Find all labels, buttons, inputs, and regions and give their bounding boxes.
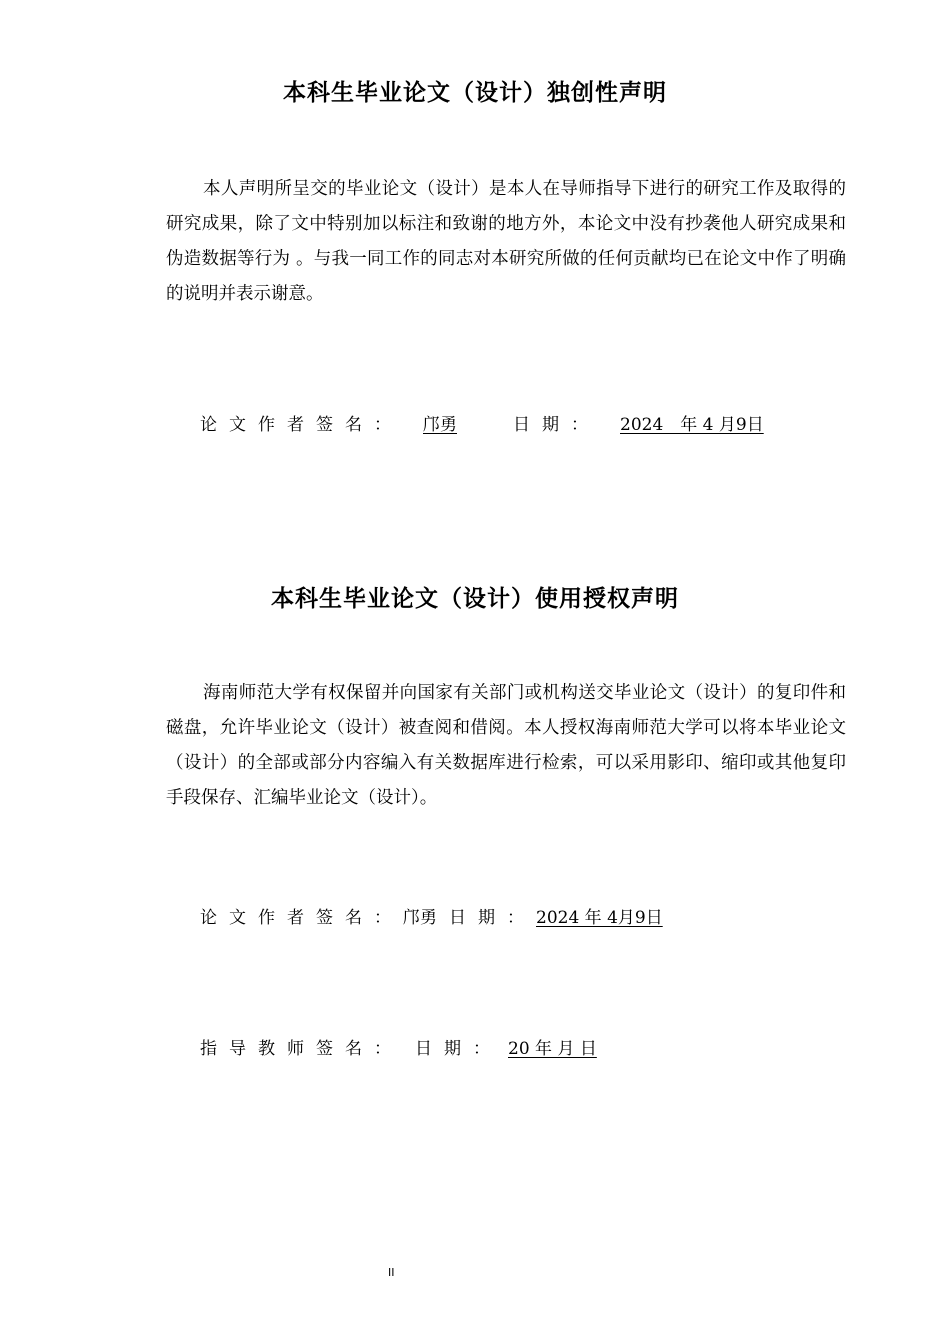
author-signature-name: 邝勇 bbox=[403, 908, 437, 928]
advisor-signature-label: 指导教师签名： bbox=[200, 1039, 403, 1059]
date-value: 2024 年 4 月9日 bbox=[620, 415, 764, 435]
originality-title: 本科生毕业论文（设计）独创性声明 bbox=[283, 80, 667, 106]
date-label: 日期： bbox=[513, 415, 600, 435]
originality-signature-line bbox=[200, 410, 782, 435]
authorization-paragraph: 海南师范大学有权保留并向国家有关部门或机构送交毕业论文（设计）的复印件和磁盘，允许毕业论文（设计）被查阅和借阅。本人授权海南师范大学可以将本毕业论文（设计）的全部或部分内容编入有关数据库进行检索，可以采用影印、缩印或其他复印手段保存、汇编毕业论文（设计）。 bbox=[166, 683, 846, 808]
author-signature-label: 论文作者签名： bbox=[200, 415, 403, 435]
advisor-signature-line bbox=[200, 1034, 597, 1059]
author-signature-label: 论文作者签名： bbox=[200, 908, 403, 928]
advisor-date-label: 日期： bbox=[415, 1039, 502, 1059]
date-label: 日期： bbox=[449, 908, 536, 928]
author-signature-name: 邝勇 bbox=[423, 415, 457, 435]
date-value: 2024 年 4月9日 bbox=[536, 908, 663, 928]
originality-paragraph: 本人声明所呈交的毕业论文（设计）是本人在导师指导下进行的研究工作及取得的研究成果，除了文中特别加以标注和致谢的地方外，本论文中没有抄袭他人研究成果和伪造数据等行为 。与我一同工作的同志对本研究所做的任何贡献均已在论文中作了明确的说明并表示谢意。 bbox=[166, 179, 846, 304]
advisor-date-value: 20 年 月 日 bbox=[508, 1039, 597, 1059]
authorization-title: 本科生毕业论文（设计）使用授权声明 bbox=[271, 586, 679, 612]
authorization-signature-line bbox=[200, 903, 669, 928]
page-number: II bbox=[388, 1266, 395, 1279]
